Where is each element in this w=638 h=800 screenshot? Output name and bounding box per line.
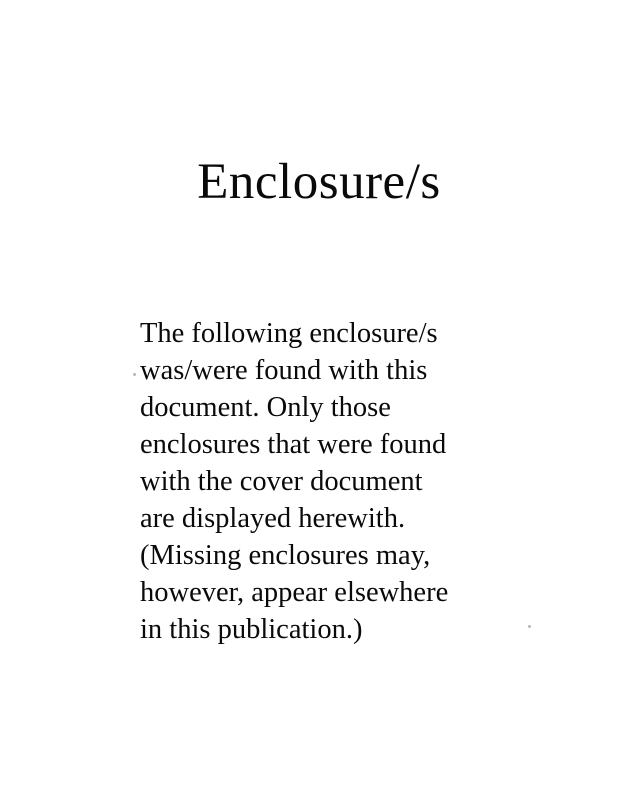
body-line: however, appear elsewhere [140, 577, 449, 608]
body-line: in this publication.) [140, 614, 363, 645]
body-line: document. Only those [140, 392, 391, 423]
body-line: The following enclosure/s [140, 318, 438, 349]
scan-speck-icon [528, 625, 531, 628]
body-line: are displayed herewith. [140, 503, 406, 534]
body-line: with the cover document [140, 466, 423, 497]
body-line: (Missing enclosures may, [140, 540, 431, 571]
body-line: was/were found with this [140, 355, 428, 386]
scan-speck-icon [133, 373, 136, 376]
page-title: Enclosure/s [197, 154, 441, 211]
body-line: enclosures that were found [140, 429, 447, 460]
document-body-text [140, 315, 490, 648]
